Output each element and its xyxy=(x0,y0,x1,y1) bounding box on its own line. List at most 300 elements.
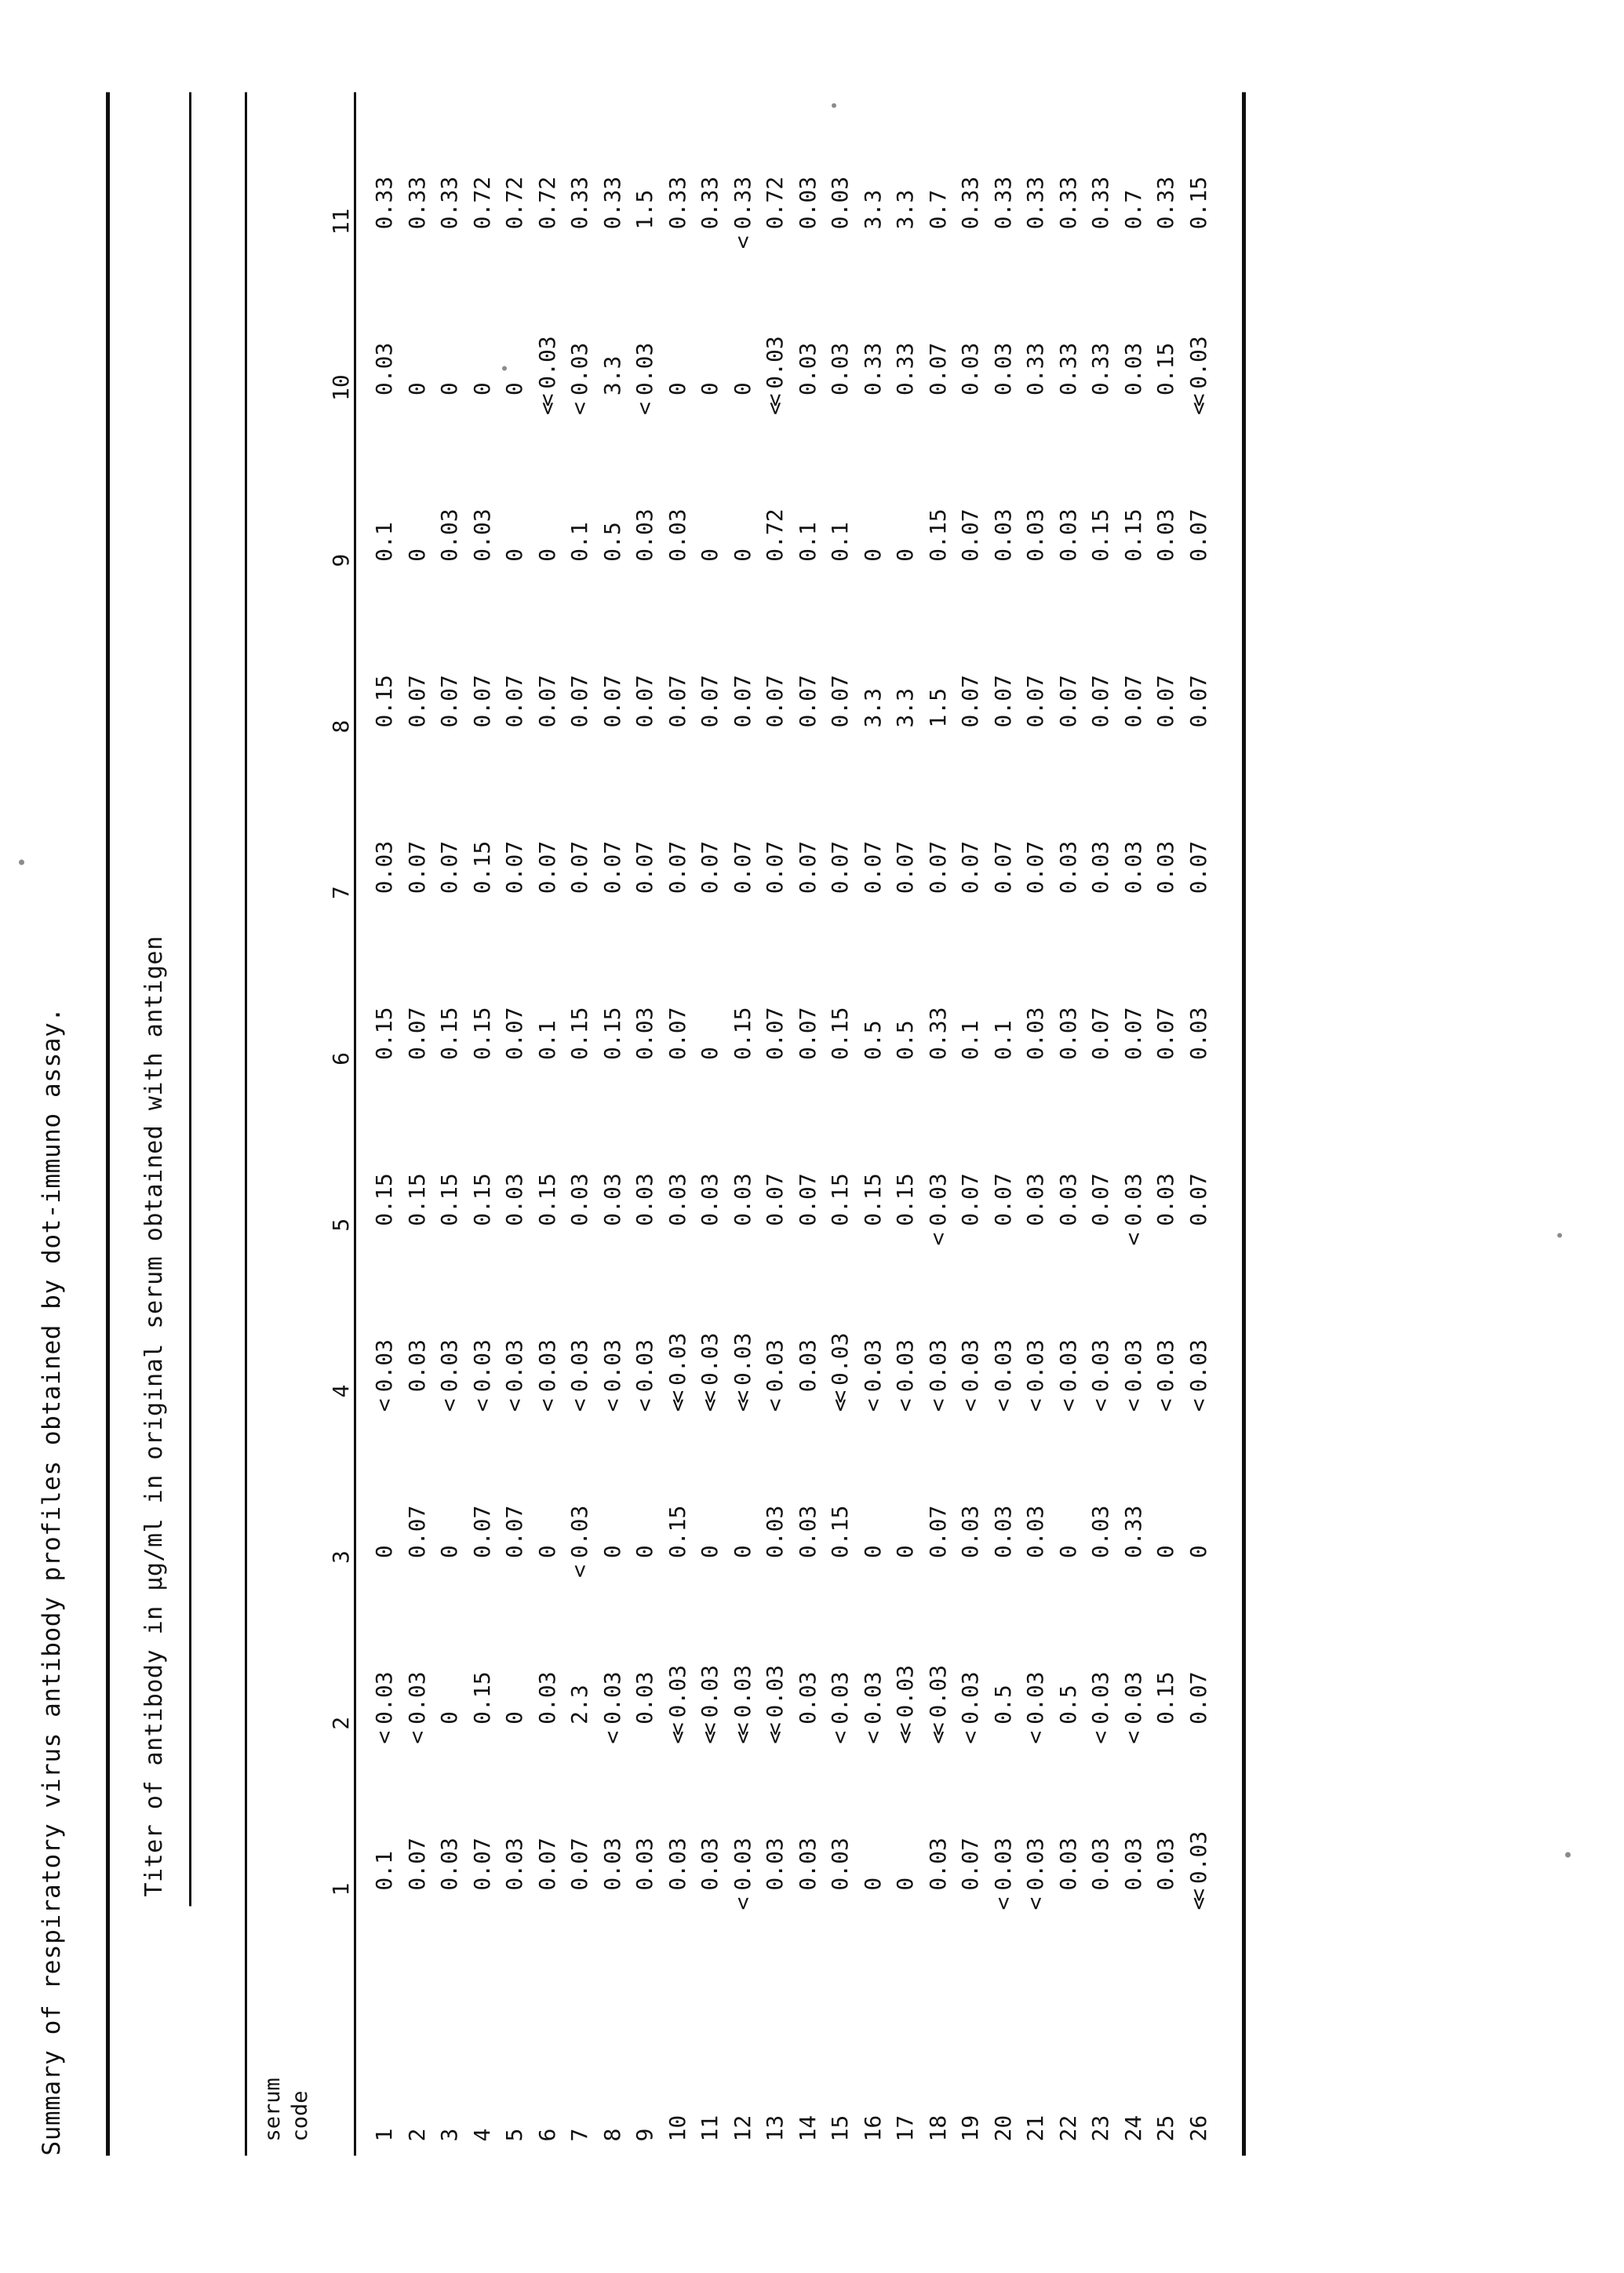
serum-code-cell: 21 xyxy=(1022,2115,1049,2141)
table-row xyxy=(824,92,857,2155)
less-than-marker: < xyxy=(566,401,593,415)
lt-spacer xyxy=(1120,726,1146,747)
titer-cell: 0.33 xyxy=(368,92,401,258)
lt-spacer xyxy=(1152,1557,1178,1578)
lt-spacer xyxy=(1152,1058,1178,1080)
titer-cell: 0.15 xyxy=(433,923,466,1089)
titer-cell: <0.03 xyxy=(957,1339,984,1412)
lt-spacer xyxy=(1185,1557,1211,1578)
titer-cell: 0 xyxy=(889,424,922,591)
lt-spacer xyxy=(566,1058,592,1080)
titer-cell: 0.07 xyxy=(1182,1587,1215,1754)
lt-spacer xyxy=(436,1723,462,1744)
lt-spacer xyxy=(404,1058,430,1080)
lt-spacer xyxy=(1087,1225,1113,1246)
titer-cell: 0.07 xyxy=(954,756,987,923)
lt-spacer xyxy=(632,726,657,747)
lt-spacer xyxy=(827,228,853,249)
titer-cell: 0.03 xyxy=(1117,1753,1150,1919)
lt-spacer xyxy=(436,1225,462,1246)
less-than-marker: < xyxy=(762,1397,788,1412)
less-than-marker: < xyxy=(859,1397,886,1412)
table-row xyxy=(889,92,922,2155)
lt-spacer xyxy=(925,726,951,747)
titer-cell: 0 xyxy=(726,1421,759,1587)
table-row xyxy=(628,92,661,2155)
table-rule-bottom xyxy=(1242,92,1246,2155)
lt-spacer xyxy=(599,1058,625,1080)
titer-cell: 0.07 xyxy=(596,756,629,923)
lt-spacer xyxy=(957,892,983,913)
lt-spacer xyxy=(1055,560,1081,581)
lt-spacer xyxy=(371,726,397,747)
lt-spacer xyxy=(1185,726,1211,747)
titer-cell: 0 xyxy=(694,1421,726,1587)
lt-spacer xyxy=(1087,228,1113,249)
column-header-2: 2 xyxy=(328,1716,354,1730)
less-than-marker: < xyxy=(1120,1232,1146,1246)
titer-cell: 0.72 xyxy=(466,92,499,258)
titer-cell: 0.07 xyxy=(661,923,694,1089)
titer-cell: 0.33 xyxy=(954,92,987,258)
titer-cell: 0.7 xyxy=(1117,92,1150,258)
titer-table xyxy=(260,92,1214,2155)
titer-cell: 0.03 xyxy=(792,258,825,424)
titer-cell: 0.03 xyxy=(498,1088,531,1255)
titer-cell: <0.03 xyxy=(859,1670,886,1744)
titer-cell: 3.3 xyxy=(889,590,922,756)
serum-code-cell: 2 xyxy=(403,2128,430,2141)
titer-cell: 0.15 xyxy=(1117,424,1150,591)
less-than-marker: < xyxy=(924,1232,951,1246)
lt-spacer xyxy=(697,394,723,415)
lt-spacer xyxy=(957,1889,983,1910)
lt-spacer xyxy=(665,560,690,581)
lt-spacer xyxy=(1152,1723,1178,1744)
titer-cell: 0.1 xyxy=(987,923,1020,1089)
titer-cell: 0.03 xyxy=(1084,1421,1117,1587)
serum-code-cell: 22 xyxy=(1054,2115,1081,2141)
titer-cell: 0.03 xyxy=(1149,756,1182,923)
table-row xyxy=(759,92,792,2155)
titer-cell: 0.5 xyxy=(987,1587,1020,1754)
lt-spacer xyxy=(1055,1058,1081,1080)
lt-spacer xyxy=(469,394,495,415)
lt-spacer xyxy=(1055,892,1081,913)
lt-spacer xyxy=(730,560,756,581)
lt-spacer xyxy=(534,726,560,747)
titer-cell: 0.15 xyxy=(368,923,401,1089)
titer-cell: 0.03 xyxy=(824,92,857,258)
titer-cell: <0.03 xyxy=(924,1172,951,1246)
lt-spacer xyxy=(1022,726,1048,747)
lt-spacer xyxy=(957,560,983,581)
less-than-marker: < xyxy=(957,1730,984,1744)
lt-spacer xyxy=(957,394,983,415)
titer-cell: <0.03 xyxy=(1185,1339,1211,1412)
data-table-container xyxy=(106,92,1542,2155)
lt-spacer xyxy=(697,228,723,249)
titer-cell: 0.15 xyxy=(1182,92,1215,258)
lt-spacer xyxy=(665,892,690,913)
titer-cell: 0.07 xyxy=(531,590,564,756)
titer-cell: <0.03 xyxy=(632,342,658,415)
titer-cell: 0.1 xyxy=(368,1753,401,1919)
titer-cell: 0 xyxy=(433,1587,466,1754)
titer-cell: 0.03 xyxy=(1182,923,1215,1089)
lt-spacer xyxy=(371,394,397,415)
lt-spacer xyxy=(697,726,723,747)
lt-spacer xyxy=(1022,394,1048,415)
lt-spacer xyxy=(1152,726,1178,747)
titer-cell: <0.03 xyxy=(1120,1172,1146,1246)
lt-spacer xyxy=(925,228,951,249)
titer-cell: 0.07 xyxy=(694,756,726,923)
titer-cell: 0.15 xyxy=(824,1421,857,1587)
titer-cell: 0.07 xyxy=(954,424,987,591)
serum-code-cell: 19 xyxy=(957,2115,984,2141)
titer-cell: 0 xyxy=(596,1421,629,1587)
titer-cell: <0.03 xyxy=(859,1339,886,1412)
titer-cell: 0.15 xyxy=(433,1088,466,1255)
less-than-marker: < xyxy=(924,1397,951,1412)
lt-spacer xyxy=(925,560,951,581)
less-than-marker: < xyxy=(436,1397,463,1412)
lt-spacer xyxy=(1055,1225,1081,1246)
lt-spacer xyxy=(1185,560,1211,581)
lt-spacer xyxy=(665,1225,690,1246)
titer-cell: <0.03 xyxy=(1022,1837,1049,1910)
lt-spacer xyxy=(469,1557,495,1578)
titer-cell: <<0.03 xyxy=(892,1664,919,1744)
titer-cell: 0.15 xyxy=(857,1088,890,1255)
titer-cell: 0.72 xyxy=(759,92,792,258)
lt-spacer xyxy=(501,892,527,913)
titer-cell: 0.03 xyxy=(628,1088,661,1255)
lt-spacer xyxy=(1087,726,1113,747)
less-than-marker: < xyxy=(599,1730,625,1744)
titer-cell: <0.03 xyxy=(1120,1670,1146,1744)
titer-cell: 0.07 xyxy=(498,1421,531,1587)
titer-cell: 0.07 xyxy=(628,756,661,923)
table-row xyxy=(433,92,466,2155)
lt-spacer xyxy=(1022,1058,1048,1080)
less-than-marker: < xyxy=(1054,1397,1081,1412)
lt-spacer xyxy=(990,1723,1016,1744)
lt-spacer xyxy=(697,1058,723,1080)
titer-cell: 0.07 xyxy=(726,756,759,923)
titer-cell: 0.03 xyxy=(563,1088,596,1255)
lt-spacer xyxy=(990,1058,1016,1080)
less-than-marker: < xyxy=(371,1730,398,1744)
less-than-marker: < xyxy=(403,1730,430,1744)
lt-spacer xyxy=(469,228,495,249)
lt-spacer xyxy=(469,1723,495,1744)
serum-code-cell: 15 xyxy=(827,2115,854,2141)
table-rule-top xyxy=(106,92,110,2155)
serum-code-cell: 18 xyxy=(924,2115,951,2141)
serum-code-cell: 9 xyxy=(632,2128,658,2141)
titer-cell: 0.15 xyxy=(824,923,857,1089)
titer-cell: 0.07 xyxy=(401,1753,434,1919)
titer-cell: 0.03 xyxy=(1052,756,1085,923)
titer-cell: 0 xyxy=(694,258,726,424)
titer-cell: 0 xyxy=(401,258,434,424)
lt-spacer xyxy=(371,228,397,249)
titer-cell: 0.7 xyxy=(922,92,955,258)
titer-cell: <0.03 xyxy=(533,1339,560,1412)
less-than-marker: << xyxy=(664,1394,690,1412)
lt-spacer xyxy=(1120,892,1146,913)
lt-spacer xyxy=(1087,560,1113,581)
lt-spacer xyxy=(1087,1889,1113,1910)
titer-cell: <<0.03 xyxy=(1185,335,1211,415)
lt-spacer xyxy=(501,560,527,581)
lt-spacer xyxy=(795,1225,821,1246)
lt-spacer xyxy=(1152,1225,1178,1246)
titer-cell: 0.1 xyxy=(954,923,987,1089)
lt-spacer xyxy=(534,1058,560,1080)
column-group-header: Titer of antibody in µg/ml in original serum obtained with antigen xyxy=(140,934,168,1896)
less-than-marker: < xyxy=(729,235,756,249)
less-than-marker: < xyxy=(1022,1730,1049,1744)
table-row xyxy=(1019,92,1052,2155)
table-row xyxy=(1149,92,1182,2155)
table-row xyxy=(1117,92,1150,2155)
titer-cell: 0.5 xyxy=(596,424,629,591)
lt-spacer xyxy=(404,1889,430,1910)
lt-spacer xyxy=(730,394,756,415)
titer-cell: <0.03 xyxy=(989,1837,1016,1910)
lt-spacer xyxy=(925,1557,951,1578)
lt-spacer xyxy=(1120,1557,1146,1578)
lt-spacer xyxy=(501,228,527,249)
titer-cell: 0.15 xyxy=(368,590,401,756)
titer-cell: 0.07 xyxy=(954,1088,987,1255)
titer-cell: 0.07 xyxy=(1052,590,1085,756)
serum-code-header: serum code xyxy=(260,2077,312,2141)
titer-cell: 0.03 xyxy=(368,258,401,424)
serum-code-cell: 16 xyxy=(859,2115,886,2141)
serum-code-cell: 13 xyxy=(762,2115,788,2141)
less-than-marker: << xyxy=(729,1394,756,1412)
titer-cell: 0.1 xyxy=(824,424,857,591)
titer-cell: 0 xyxy=(694,923,726,1089)
lt-spacer xyxy=(1022,1225,1048,1246)
lt-spacer xyxy=(566,1889,592,1910)
lt-spacer xyxy=(860,1889,886,1910)
titer-cell: 0.03 xyxy=(1052,424,1085,591)
less-than-marker: << xyxy=(1185,1892,1211,1910)
lt-spacer xyxy=(925,892,951,913)
lt-spacer xyxy=(501,1723,527,1744)
lt-spacer xyxy=(501,1058,527,1080)
lt-spacer xyxy=(665,1889,690,1910)
titer-cell: 0.03 xyxy=(1117,756,1150,923)
lt-spacer xyxy=(632,892,657,913)
less-than-marker: < xyxy=(371,1397,398,1412)
lt-spacer xyxy=(1022,560,1048,581)
titer-cell: 0 xyxy=(1052,1421,1085,1587)
lt-spacer xyxy=(795,1390,821,1412)
lt-spacer xyxy=(1087,1058,1113,1080)
lt-spacer xyxy=(1120,228,1146,249)
lt-spacer xyxy=(534,1557,560,1578)
lt-spacer xyxy=(566,1723,592,1744)
lt-spacer xyxy=(1055,1723,1081,1744)
lt-spacer xyxy=(697,1889,723,1910)
titer-cell: 0.03 xyxy=(759,1753,792,1919)
less-than-marker: < xyxy=(827,1730,854,1744)
titer-cell: 0.07 xyxy=(531,1753,564,1919)
less-than-marker: << xyxy=(892,1726,919,1744)
titer-cell: 0.33 xyxy=(922,923,955,1089)
titer-cell: <0.03 xyxy=(924,1339,951,1412)
lt-spacer xyxy=(1120,560,1146,581)
titer-cell: 0.72 xyxy=(531,92,564,258)
lt-spacer xyxy=(1152,892,1178,913)
less-than-marker: < xyxy=(1087,1397,1114,1412)
lt-spacer xyxy=(990,892,1016,913)
titer-cell: 0.72 xyxy=(759,424,792,591)
titer-cell: <0.33 xyxy=(729,176,756,249)
lt-spacer xyxy=(892,726,918,747)
lt-spacer xyxy=(1185,1723,1211,1744)
titer-cell: 0.33 xyxy=(889,258,922,424)
titer-cell: 3.3 xyxy=(889,92,922,258)
table-head xyxy=(260,92,368,2155)
lt-spacer xyxy=(1022,228,1048,249)
lt-spacer xyxy=(795,394,821,415)
lt-spacer xyxy=(566,726,592,747)
titer-cell: 0 xyxy=(498,1587,531,1754)
serum-code-cell: 3 xyxy=(436,2128,463,2141)
titer-cell: 0.07 xyxy=(1084,590,1117,756)
titer-cell: 0.03 xyxy=(628,1753,661,1919)
titer-cell: 0.07 xyxy=(401,1421,434,1587)
less-than-marker: < xyxy=(599,1397,625,1412)
serum-code-cell: 17 xyxy=(892,2115,919,2141)
titer-cell: <0.03 xyxy=(371,1670,398,1744)
lt-spacer xyxy=(436,1058,462,1080)
titer-cell: 0 xyxy=(1149,1421,1182,1587)
lt-spacer xyxy=(469,560,495,581)
serum-code-cell: 5 xyxy=(501,2128,528,2141)
serum-code-cell: 4 xyxy=(468,2128,495,2141)
titer-cell: 0.15 xyxy=(466,923,499,1089)
titer-cell: <<0.03 xyxy=(729,1332,756,1412)
page-title: Summary of respiratory virus antibody profiles obtained by dot-immuno assay. xyxy=(38,1006,66,2155)
titer-cell: 0.03 xyxy=(498,1753,531,1919)
lt-spacer xyxy=(762,1225,788,1246)
lt-spacer xyxy=(1055,1889,1081,1910)
titer-cell: 3.3 xyxy=(857,92,890,258)
table-rule-mid xyxy=(245,92,247,2155)
titer-cell: 0.03 xyxy=(433,1753,466,1919)
lt-spacer xyxy=(534,560,560,581)
table-row xyxy=(596,92,629,2155)
titer-cell: 0.03 xyxy=(824,258,857,424)
titer-cell: 0.03 xyxy=(824,1753,857,1919)
less-than-marker: < xyxy=(468,1397,495,1412)
titer-cell: 0.03 xyxy=(628,424,661,591)
titer-cell: 0.07 xyxy=(563,756,596,923)
lt-spacer xyxy=(599,1557,625,1578)
titer-cell: 0.03 xyxy=(792,1421,825,1587)
titer-cell: 0.03 xyxy=(1117,258,1150,424)
lt-spacer xyxy=(371,1889,397,1910)
titer-cell: 0.1 xyxy=(563,424,596,591)
titer-cell: 0.03 xyxy=(1149,424,1182,591)
titer-grid xyxy=(260,92,1214,2155)
titer-cell: 0.03 xyxy=(987,1421,1020,1587)
lt-spacer xyxy=(762,892,788,913)
titer-cell: 0.03 xyxy=(954,258,987,424)
titer-cell: 0.03 xyxy=(401,1255,434,1421)
titer-cell: 0 xyxy=(857,1421,890,1587)
lt-spacer xyxy=(1087,892,1113,913)
lt-spacer xyxy=(436,726,462,747)
titer-cell: 0 xyxy=(889,1421,922,1587)
titer-cell: 0.07 xyxy=(1019,756,1052,923)
titer-cell: 0 xyxy=(726,424,759,591)
titer-cell: 0 xyxy=(368,1421,401,1587)
lt-spacer xyxy=(957,1058,983,1080)
titer-cell: 0.15 xyxy=(1149,258,1182,424)
titer-cell: 0.03 xyxy=(628,1587,661,1754)
lt-spacer xyxy=(697,892,723,913)
less-than-marker: < xyxy=(1152,1397,1179,1412)
titer-cell: 0.03 xyxy=(694,1088,726,1255)
titer-cell: 0.07 xyxy=(1117,590,1150,756)
table-rule-subhead xyxy=(189,92,191,1906)
titer-cell: <0.03 xyxy=(599,1670,625,1744)
lt-spacer xyxy=(534,228,560,249)
titer-cell: 0.15 xyxy=(596,923,629,1089)
lt-spacer xyxy=(665,1058,690,1080)
titer-cell: 0.07 xyxy=(792,1088,825,1255)
titer-cell: 0.03 xyxy=(694,1753,726,1919)
titer-cell: <0.03 xyxy=(599,1339,625,1412)
lt-spacer xyxy=(860,1557,886,1578)
lt-spacer xyxy=(795,1723,821,1744)
lt-spacer xyxy=(860,228,886,249)
lt-spacer xyxy=(892,1889,918,1910)
lt-spacer xyxy=(1152,560,1178,581)
lt-spacer xyxy=(436,892,462,913)
lt-spacer xyxy=(469,1058,495,1080)
lt-spacer xyxy=(501,1889,527,1910)
titer-cell: 0.15 xyxy=(661,1421,694,1587)
less-than-marker: < xyxy=(533,1397,560,1412)
lt-spacer xyxy=(404,228,430,249)
column-header-11: 11 xyxy=(328,208,354,235)
serum-code-cell: 26 xyxy=(1185,2115,1211,2141)
lt-spacer xyxy=(632,228,657,249)
lt-spacer xyxy=(371,1058,397,1080)
titer-cell: 0.33 xyxy=(596,92,629,258)
titer-cell: 0.07 xyxy=(433,756,466,923)
titer-cell: 0.03 xyxy=(792,1753,825,1919)
titer-cell: <<0.03 xyxy=(533,335,560,415)
table-row xyxy=(1052,92,1085,2155)
titer-cell: 0.1 xyxy=(792,424,825,591)
lt-spacer xyxy=(892,1225,918,1246)
table-row xyxy=(531,92,564,2155)
titer-cell: 0.03 xyxy=(661,1753,694,1919)
less-than-marker: << xyxy=(533,398,560,415)
titer-cell: 0.1 xyxy=(531,923,564,1089)
